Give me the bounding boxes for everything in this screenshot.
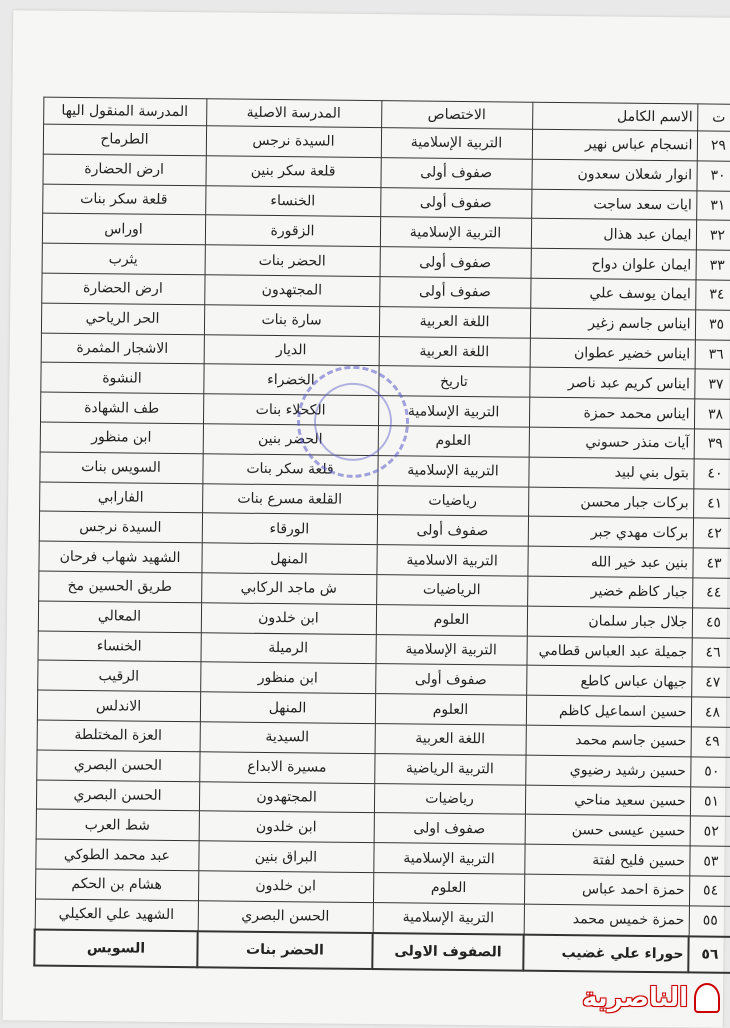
row-destination-school: شط العرب (36, 809, 199, 841)
row-destination-school: النشوة (40, 362, 203, 394)
row-specialty: رياضيات (377, 485, 528, 516)
row-destination-school: طف الشهادة (40, 392, 203, 424)
row-specialty: التربية الإسلامية (373, 843, 524, 874)
row-name: جيهان عباس كاطع (526, 666, 691, 698)
row-name: حمزة خميس محمد (524, 904, 689, 936)
row-num: ٤٢ (693, 518, 730, 548)
row-destination-school: الحسن البصري (36, 750, 199, 782)
row-num: ٤٣ (692, 548, 730, 578)
row-num: ٤٧ (691, 667, 730, 697)
row-name: ايناس خضير عطوان (530, 338, 695, 370)
row-specialty: صفوف أولى (380, 187, 531, 218)
row-num: ٣٨ (694, 399, 730, 429)
row-specialty: صفوف أولى (380, 247, 531, 278)
row-original-school: قلعة سكر بنات (202, 454, 377, 486)
row-destination-school: عبد محمد الطوكي (35, 839, 198, 871)
official-stamp (296, 365, 409, 478)
row-destination-school: ابن منظور (40, 422, 203, 454)
row-destination-school: العزة المختلطة (37, 720, 200, 752)
logo-emblem-icon (694, 983, 720, 1013)
row-original-school: ابن خلدون (198, 871, 373, 903)
header-original-school: المدرسة الاصلية (206, 99, 381, 128)
row-name: بركات جبار محسن (528, 487, 693, 519)
transfer-table (33, 97, 730, 974)
row-name: جبار كاظم خضير (527, 576, 692, 608)
row-name: حسين فليح لفتة (524, 844, 689, 876)
row-original-school: الخضراء (203, 364, 378, 396)
row-specialty: العلوم (376, 604, 527, 635)
row-name: ايناس محمد حمزة (529, 397, 694, 429)
row-name: حسين رشيد رضيوي (525, 755, 690, 787)
row-num: ٣٢ (696, 220, 730, 250)
table-row (34, 929, 730, 972)
row-specialty: التربية الإسلامية (380, 217, 531, 248)
row-destination-school: اوراس (42, 213, 205, 245)
row-specialty: تاريخ (378, 366, 529, 397)
row-name: بتول بني لبيد (528, 457, 693, 489)
row-name: ايات سعد ساجت (531, 189, 696, 221)
row-name: انسجام عباس نهير (532, 129, 697, 161)
row-specialty: اللغة العربية (379, 306, 530, 337)
row-name: حسين جاسم محمد (526, 725, 691, 757)
row-specialty: رياضيات (374, 783, 525, 814)
row-original-school: الرميلة (200, 632, 375, 664)
row-num: ٣٠ (696, 161, 730, 191)
row-destination-school: طريق الحسين مخ (38, 571, 201, 603)
row-name: ايمان يوسف علي (530, 278, 695, 310)
row-original-school: المجتهدون (204, 275, 379, 307)
row-destination-school: قلعة سكر بنات (42, 184, 205, 216)
row-original-school: الخنساء (205, 185, 380, 217)
row-original-school: ش ماجد الركابي (201, 573, 376, 605)
row-destination-school: الحر الرياحي (41, 303, 204, 335)
row-num: ٢٩ (697, 131, 730, 161)
row-name: حمزة احمد عباس (524, 874, 689, 906)
row-original-school: مسيرة الابداع (199, 751, 374, 783)
row-destination-school: الرقيب (37, 660, 200, 692)
row-specialty: صفوف أولى (380, 157, 531, 188)
row-num: ٥٣ (689, 846, 730, 876)
row-destination-school: السيدة نرجس (39, 511, 202, 543)
row-original-school: الورقاء (202, 513, 377, 545)
row-original-school: البراق بنين (198, 841, 373, 873)
row-destination-school: الخنساء (38, 631, 201, 663)
row-specialty: صفوف أولى (375, 664, 526, 695)
row-num: ٤٨ (691, 697, 730, 727)
row-specialty: التربية الاسلامية (376, 545, 527, 576)
row-specialty: التربية الإسلامية (381, 128, 532, 159)
row-destination-school: ارض الحضارة (41, 273, 204, 305)
row-original-school: الحضر بنات (197, 931, 372, 969)
row-destination-school: الشهيد علي العكيلي (35, 899, 198, 931)
row-num: ٥٠ (690, 757, 730, 787)
row-num: ٤١ (693, 488, 730, 518)
row-original-school: الزقورة (205, 215, 380, 247)
row-specialty: التربية الإسلامية (377, 455, 528, 486)
row-specialty: صفوف أولى (379, 277, 530, 308)
row-name: انوار شعلان سعدون (531, 159, 696, 191)
row-destination-school: المعالي (38, 601, 201, 633)
header-num: ت (697, 104, 730, 131)
row-original-school: ابن خلدون (199, 811, 374, 843)
row-original-school: قلعة سكر بنين (205, 156, 380, 188)
row-specialty: التربية الإسلامية (373, 902, 524, 934)
row-original-school: المنهل (201, 543, 376, 575)
row-specialty: العلوم (373, 872, 524, 903)
row-name: ايناس جاسم زغير (530, 308, 695, 340)
row-destination-school: الاشجار المثمرة (41, 333, 204, 365)
row-num: ٥٦ (688, 936, 730, 972)
row-num: ٣٧ (694, 369, 730, 399)
row-original-school: المنهل (200, 692, 375, 724)
row-specialty: صفوف اولى (374, 813, 525, 844)
row-num: ٣٦ (695, 339, 730, 369)
row-destination-school: السويس (34, 929, 197, 967)
row-name: حسين سعيد مناحي (525, 785, 690, 817)
site-logo (582, 980, 720, 1016)
row-specialty: العلوم (375, 694, 526, 725)
row-destination-school: السويس بنات (39, 452, 202, 484)
row-name: حسين عيسى حسن (525, 814, 690, 846)
row-num: ٤٤ (692, 578, 730, 608)
row-specialty: اللغة العربية (379, 336, 530, 367)
row-destination-school: الحسن البصري (36, 780, 199, 812)
row-original-school: القلعة مسرع بنات (202, 483, 377, 515)
row-original-school: الحضر بنين (203, 424, 378, 456)
row-destination-school: يثرب (42, 243, 205, 275)
row-original-school: الديار (204, 334, 379, 366)
row-destination-school: الشهيد شهاب فرحان (38, 541, 201, 573)
row-specialty: الصفوف الاولى (372, 933, 523, 971)
row-name: آيات منذر حسوني (529, 427, 694, 459)
row-name: ايناس كريم عبد ناصر (529, 368, 694, 400)
row-specialty: التربية الإسلامية (378, 396, 529, 427)
row-specialty: الرياضيات (376, 575, 527, 606)
row-specialty: التربية الرياضية (374, 753, 525, 784)
row-num: ٤٠ (693, 459, 730, 489)
row-specialty: اللغة العربية (375, 724, 526, 755)
row-original-school: الحضر بنات (205, 245, 380, 277)
row-original-school: ابن منظور (200, 662, 375, 694)
row-name: جميلة عبد العباس قطامي (526, 636, 691, 668)
row-num: ٥١ (690, 786, 730, 816)
row-name: بركات مهدي جبر (528, 517, 693, 549)
document-sheet (3, 10, 730, 1027)
row-num: ٤٥ (692, 608, 730, 638)
row-num: ٥٢ (690, 816, 730, 846)
header-destination-school: المدرسة المنقول اليها (43, 97, 206, 126)
row-destination-school: ارض الحضارة (42, 154, 205, 186)
row-original-school: الحسن البصري (198, 900, 373, 932)
row-num: ٣٩ (694, 429, 730, 459)
row-original-school: السيدة نرجس (206, 126, 381, 158)
row-num: ٥٥ (689, 906, 730, 937)
row-name: حوراء علي غضيب (523, 934, 688, 972)
row-original-school: المجتهدون (199, 781, 374, 813)
row-num: ٥٤ (689, 876, 730, 906)
row-original-school: السيدية (200, 722, 375, 754)
row-destination-school: الاندلس (37, 690, 200, 722)
row-specialty: صفوف أولى (377, 515, 528, 546)
row-num: ٣٣ (696, 250, 730, 280)
row-num: ٣١ (696, 191, 730, 221)
row-num: ٤٦ (691, 637, 730, 667)
header-specialty: الاختصاص (381, 101, 532, 130)
header-name: الاسم الكامل (532, 102, 697, 131)
row-name: بنين عبد خير الله (527, 546, 692, 578)
row-specialty: التربية الإسلامية (375, 634, 526, 665)
row-specialty: العلوم (378, 426, 529, 457)
row-original-school: سارة بنات (204, 305, 379, 337)
row-original-school: الكحلاء بنات (203, 394, 378, 426)
row-destination-school: هشام بن الحكم (35, 869, 198, 901)
logo-text: الناصرية (582, 983, 688, 1013)
row-num: ٣٥ (695, 310, 730, 340)
row-destination-school: الطرماح (43, 124, 206, 156)
row-num: ٤٩ (691, 727, 730, 757)
row-name: جلال جبار سلمان (527, 606, 692, 638)
row-destination-school: الفارابي (39, 482, 202, 514)
row-name: حسين اسماعيل كاظم (526, 695, 691, 727)
row-num: ٣٤ (695, 280, 730, 310)
row-name: ايمان عبد هذال (531, 219, 696, 251)
row-name: ايمان علوان دواح (531, 248, 696, 280)
row-original-school: ابن خلدون (201, 603, 376, 635)
